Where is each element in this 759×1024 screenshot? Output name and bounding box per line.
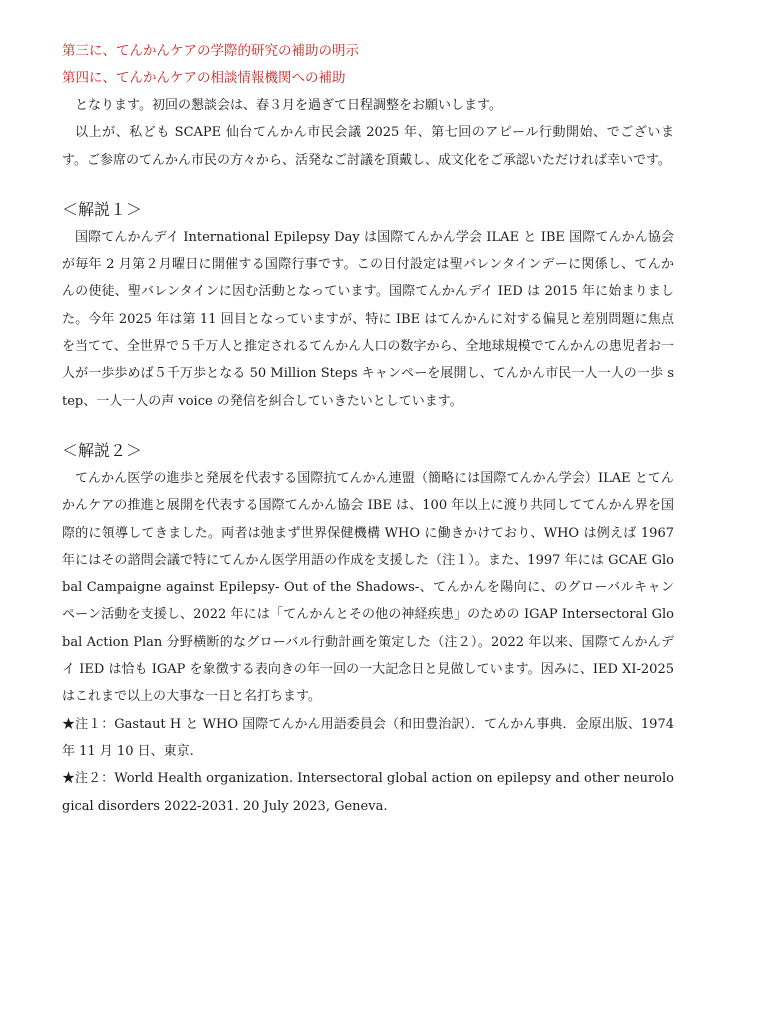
section2-body: てんかん医学の進歩と発展を代表する国際抗てんかん連盟（簡略には国際てんかん学会）ILAE とてんかんケアの推進と展開を代表する国際てんかん協会 IBE は、100 年以上に渡り共同しててんかん界を国際的に領導してきました。両者は弛まず世界保健機構 WHO に働きかけており、WHO は例えば 1967 年にはその諮問会議で特にてんかん医学用語の作成を支援した（注１）。また、1997 年には GCAE Global Campaigne against Epilepsy- Out of the Shadows-、てんかんを陽向に、のグローバルキャンペーン活動を支援し、2022 年には「てんかんとその他の神経疾患」のための IGAP Intersectoral Global Action Plan 分野横断的なグローバル行動計画を策定した（注２）。2022 年以来、国際てんかんデイ IED は恰も IGAP を象徴する表向きの年一回の一大記念日と見做しています。因みに、IED XI-2025 はこれまで以上の大事な一日と名打ちます。 — [62, 470, 674, 705]
footnote-1: ★注１：Gastaut H と WHO 国際てんかん用語委員会（和田豊治訳）．てんかん事典．金原出版、1974 年 11 月 10 日、東京. — [62, 716, 674, 759]
intro-paragraph-2: 以上が、私ども SCAPE 仙台てんかん市民会議 2025 年、第七回のアピール行動開始、でございます。ご参席のてんかん市民の方々から、活発なご討議を頂戴し、成文化をご承認いただければ幸いです。 — [62, 125, 674, 168]
section2-heading: ＜解説２＞ — [62, 440, 143, 460]
section1-body: 国際てんかんデイ International Epilepsy Day は国際てんかん学会 ILAE と IBE 国際てんかん協会が毎年 2 月第２月曜日に開催する国際行事です。この日付設定は聖バレンタインデーに関係し、てんかんの使徒、聖バレンタインに因む活動となっています。国際てんかんデイ IED は 2015 年に始まりました。今年 2025 年は第 11 回目となっていますが、特に IBE はてんかんに対する偏見と差別問題に焦点を当てて、全世界で５千万人と推定されるてんかん人口の数字から、全地球規模でてんかんの患児者お一人が一歩歩めば５千万歩となる 50 Million Steps キャンペーを展開し、てんかん市民一人一人の一歩 step、一人一人の声 voice の発信を糾合していきたいとしています。 — [62, 229, 674, 409]
spacer — [62, 415, 674, 437]
document-page — [62, 38, 674, 820]
red-item-third: 第三に、てんかんケアの学際的研究の補助の明示 — [62, 43, 359, 59]
spacer — [62, 174, 674, 196]
intro-paragraph-1: となります。初回の懇談会は、春３月を過ぎて日程調整をお願いします。 — [75, 98, 502, 113]
red-item-fourth: 第四に、てんかんケアの相談情報機関への補助 — [62, 70, 346, 86]
section1-heading: ＜解説１＞ — [62, 199, 143, 219]
footnote-2: ★注２：World Health organization. Intersectoral global action on epilepsy and other neurological disorders 2022-2031. 20 July 2023, Geneva. — [62, 771, 674, 814]
